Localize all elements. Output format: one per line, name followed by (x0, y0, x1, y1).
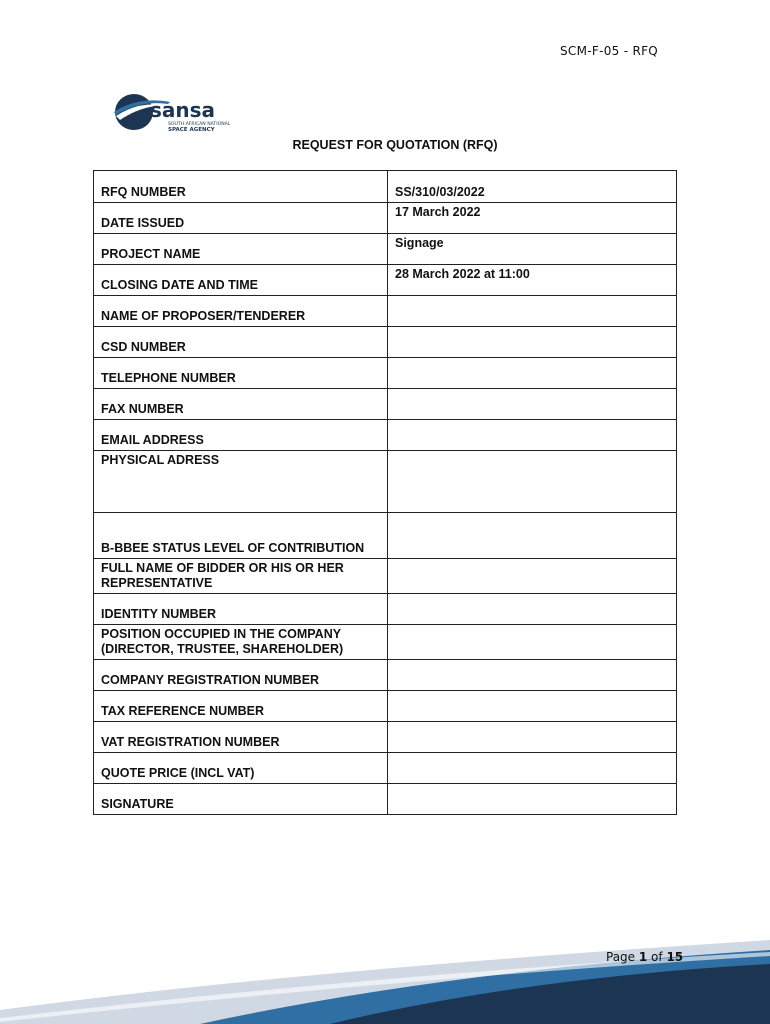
fax-field[interactable] (388, 389, 677, 420)
physical-address-label: PHYSICAL ADRESS (94, 451, 388, 513)
vat-registration-label: VAT REGISTRATION NUMBER (94, 722, 388, 753)
proposer-field[interactable] (388, 296, 677, 327)
rfq-form-table (93, 170, 677, 815)
closing-date-value: 28 March 2022 at 11:00 (388, 265, 677, 296)
csd-number-label: CSD NUMBER (94, 327, 388, 358)
bidder-name-field[interactable] (388, 559, 677, 594)
vat-registration-field[interactable] (388, 722, 677, 753)
table-row (94, 625, 677, 660)
table-row (94, 203, 677, 234)
telephone-field[interactable] (388, 358, 677, 389)
logo-subtitle-2: SPACE AGENCY (168, 127, 215, 133)
physical-address-field[interactable] (388, 451, 677, 513)
csd-number-field[interactable] (388, 327, 677, 358)
table-row (94, 296, 677, 327)
table-row (94, 753, 677, 784)
table-row (94, 451, 677, 513)
table-row (94, 513, 677, 559)
proposer-label: NAME OF PROPOSER/TENDERER (94, 296, 388, 327)
project-name-value: Signage (388, 234, 677, 265)
signature-label: SIGNATURE (94, 784, 388, 815)
table-row (94, 265, 677, 296)
table-row (94, 327, 677, 358)
page-title: REQUEST FOR QUOTATION (RFQ) (292, 138, 498, 152)
rfq-number-label: RFQ NUMBER (94, 171, 388, 203)
table-row (94, 784, 677, 815)
logo-subtitle-1: SOUTH AFRICAN NATIONAL (168, 122, 231, 127)
table-row (94, 660, 677, 691)
logo-wordmark: sansa (150, 98, 216, 122)
email-field[interactable] (388, 420, 677, 451)
tax-reference-field[interactable] (388, 691, 677, 722)
rfq-number-text: SS/310/03/2022 (395, 185, 485, 199)
position-label: POSITION OCCUPIED IN THE COMPANY (DIRECTOR, TRUSTEE, SHAREHOLDER) (94, 625, 388, 660)
page-current: 1 (638, 950, 648, 964)
bbbee-field[interactable] (388, 513, 677, 559)
table-row (94, 171, 677, 203)
signature-field[interactable] (388, 784, 677, 815)
table-row (94, 389, 677, 420)
quote-price-field[interactable] (388, 753, 677, 784)
page-prefix: Page (606, 950, 639, 964)
table-row (94, 559, 677, 594)
table-row (94, 722, 677, 753)
identity-number-field[interactable] (388, 594, 677, 625)
table-row (94, 234, 677, 265)
table-row (94, 594, 677, 625)
position-field[interactable] (388, 625, 677, 660)
sansa-logo (110, 90, 260, 136)
date-issued-value: 17 March 2022 (388, 203, 677, 234)
bbbee-label: B-BBEE STATUS LEVEL OF CONTRIBUTION (94, 513, 388, 559)
identity-number-label: IDENTITY NUMBER (94, 594, 388, 625)
page-of: of (647, 950, 667, 964)
page-total: 15 (666, 950, 684, 964)
email-label: EMAIL ADDRESS (94, 420, 388, 451)
closing-date-label: CLOSING DATE AND TIME (94, 265, 388, 296)
tax-reference-label: TAX REFERENCE NUMBER (94, 691, 388, 722)
telephone-label: TELEPHONE NUMBER (94, 358, 388, 389)
company-registration-label: COMPANY REGISTRATION NUMBER (94, 660, 388, 691)
fax-label: FAX NUMBER (94, 389, 388, 420)
quote-price-label: QUOTE PRICE (INCL VAT) (94, 753, 388, 784)
rfq-number-value (388, 171, 677, 203)
date-issued-label: DATE ISSUED (94, 203, 388, 234)
table-row (94, 691, 677, 722)
company-registration-field[interactable] (388, 660, 677, 691)
table-row (94, 358, 677, 389)
document-code: SCM-F-05 - RFQ (560, 44, 659, 58)
project-name-label: PROJECT NAME (94, 234, 388, 265)
page-number (606, 950, 683, 964)
bidder-name-label: FULL NAME OF BIDDER OR HIS OR HER REPRESENTATIVE (94, 559, 388, 594)
table-row (94, 420, 677, 451)
